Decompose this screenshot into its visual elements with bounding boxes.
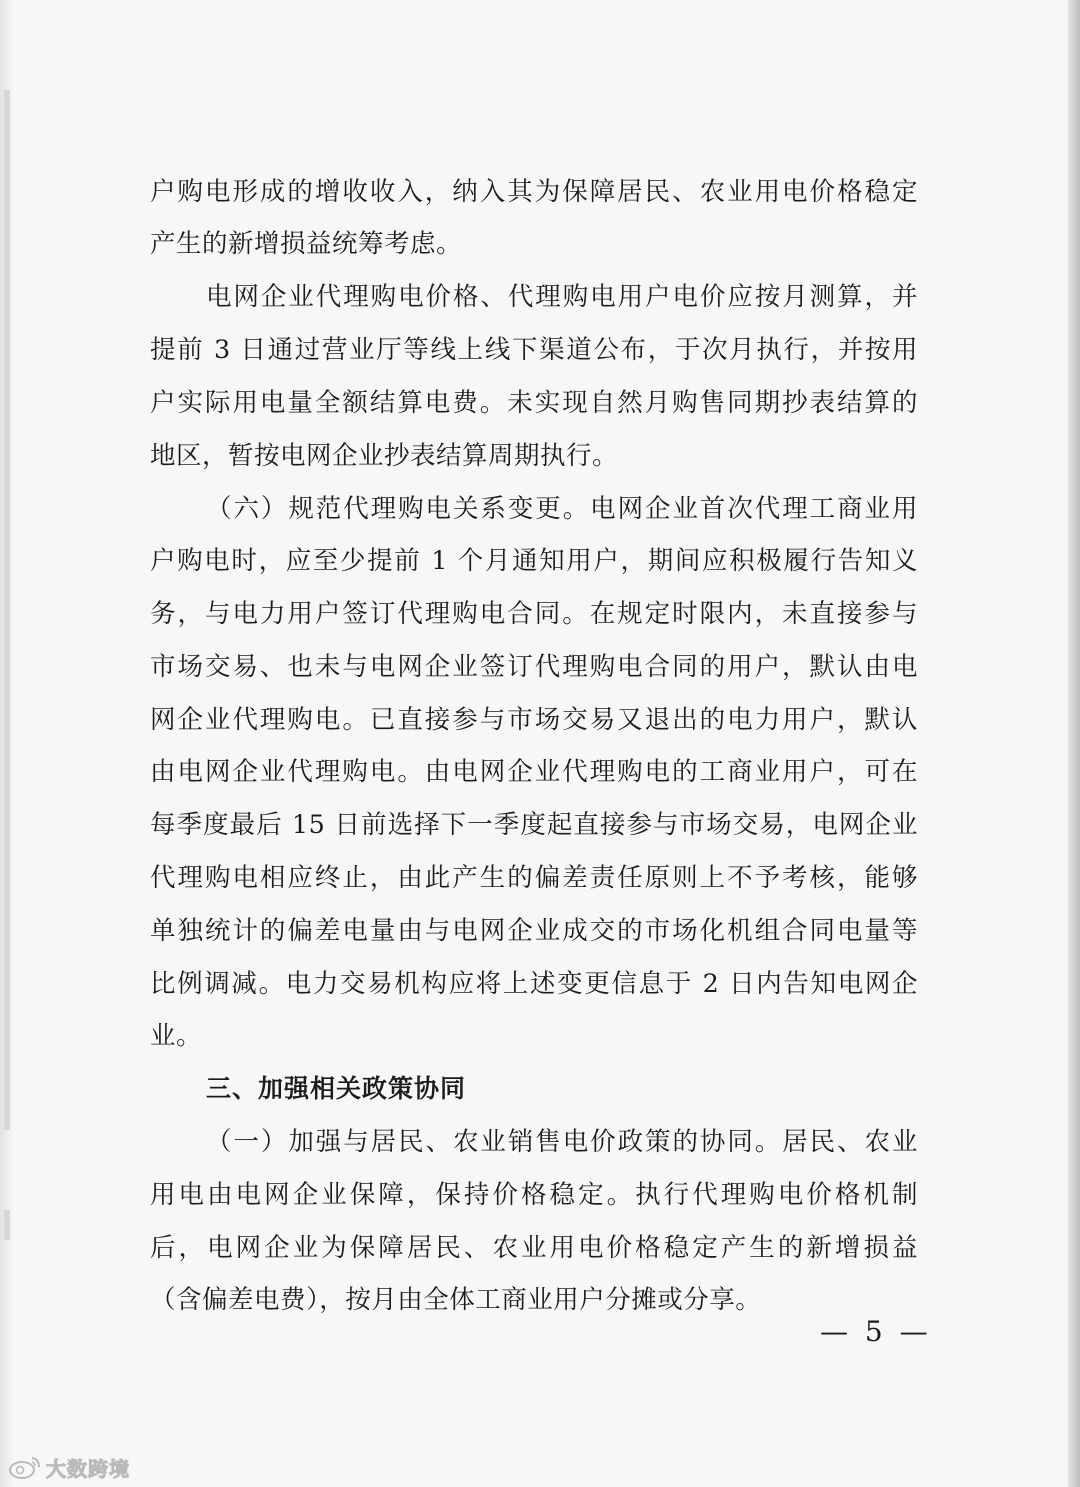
text-line: 务，与电力用户签订代理购电合同。在规定时限内，未直接参与 xyxy=(150,599,918,629)
text-line: 每季度最后 15 日前选择下一季度起直接参与市场交易，电网企业 xyxy=(150,810,918,840)
text-line: 网企业代理购电。已直接参与市场交易又退出的电力用户，默认 xyxy=(150,705,918,735)
text-line: 业。 xyxy=(150,1021,203,1051)
text-line: 市场交易、也未与电网企业签订代理购电合同的用户，默认由电 xyxy=(150,652,918,682)
section-three-heading: 三、加强相关政策协同 xyxy=(206,1074,467,1103)
text-line: 户实际用电量全额结算电费。未实现自然月购售同期抄表结算的 xyxy=(150,388,918,418)
text-line: 用电由电网企业保障，保持价格稳定。执行代理购电价格机制 xyxy=(150,1180,918,1210)
text-line: （含偏差电费），按月由全体工商业用户分摊或分享。 xyxy=(150,1285,762,1315)
text-line: 户购电形成的增收收入，纳入其为保障居民、农业用电价格稳定 xyxy=(150,177,918,207)
section-six-title-line: （六）规范代理购电关系变更。电网企业首次代理工商业用 xyxy=(206,494,918,524)
text-line: （一）加强与居民、农业销售电价政策的协同。居民、农业 xyxy=(206,1127,918,1157)
weibo-logo-icon xyxy=(8,1454,42,1480)
watermark-text: 大数跨境 xyxy=(46,1456,130,1481)
text-line: 比例调减。电力交易机构应将上述变更信息于 2 日内告知电网企 xyxy=(150,969,918,999)
text-line: 电网企业代理购电价格、代理购电用户电价应按月测算，并 xyxy=(206,282,918,312)
text-line: 后，电网企业为保障居民、农业用电价格稳定产生的新增损益 xyxy=(150,1233,918,1263)
text-line: 代理购电相应终止，由此产生的偏差责任原则上不予考核，能够 xyxy=(150,863,918,893)
page-number: — 5 — xyxy=(820,1315,932,1348)
text-line: 提前 3 日通过营业厅等线上线下渠道公布，于次月执行，并按用 xyxy=(150,335,918,365)
text-line: 单独统计的偏差电量由与电网企业成交的市场化机组合同电量等 xyxy=(150,916,918,946)
text-line: 地区，暂按电网企业抄表结算周期执行。 xyxy=(150,441,619,471)
text-line: 产生的新增损益统筹考虑。 xyxy=(150,229,463,259)
watermark xyxy=(8,1452,130,1482)
text-line: 由电网企业代理购电。由电网企业代理购电的工商业用户，可在 xyxy=(150,757,918,787)
text-line: 户购电时，应至少提前 1 个月通知用户，期间应积极履行告知义 xyxy=(150,546,918,576)
